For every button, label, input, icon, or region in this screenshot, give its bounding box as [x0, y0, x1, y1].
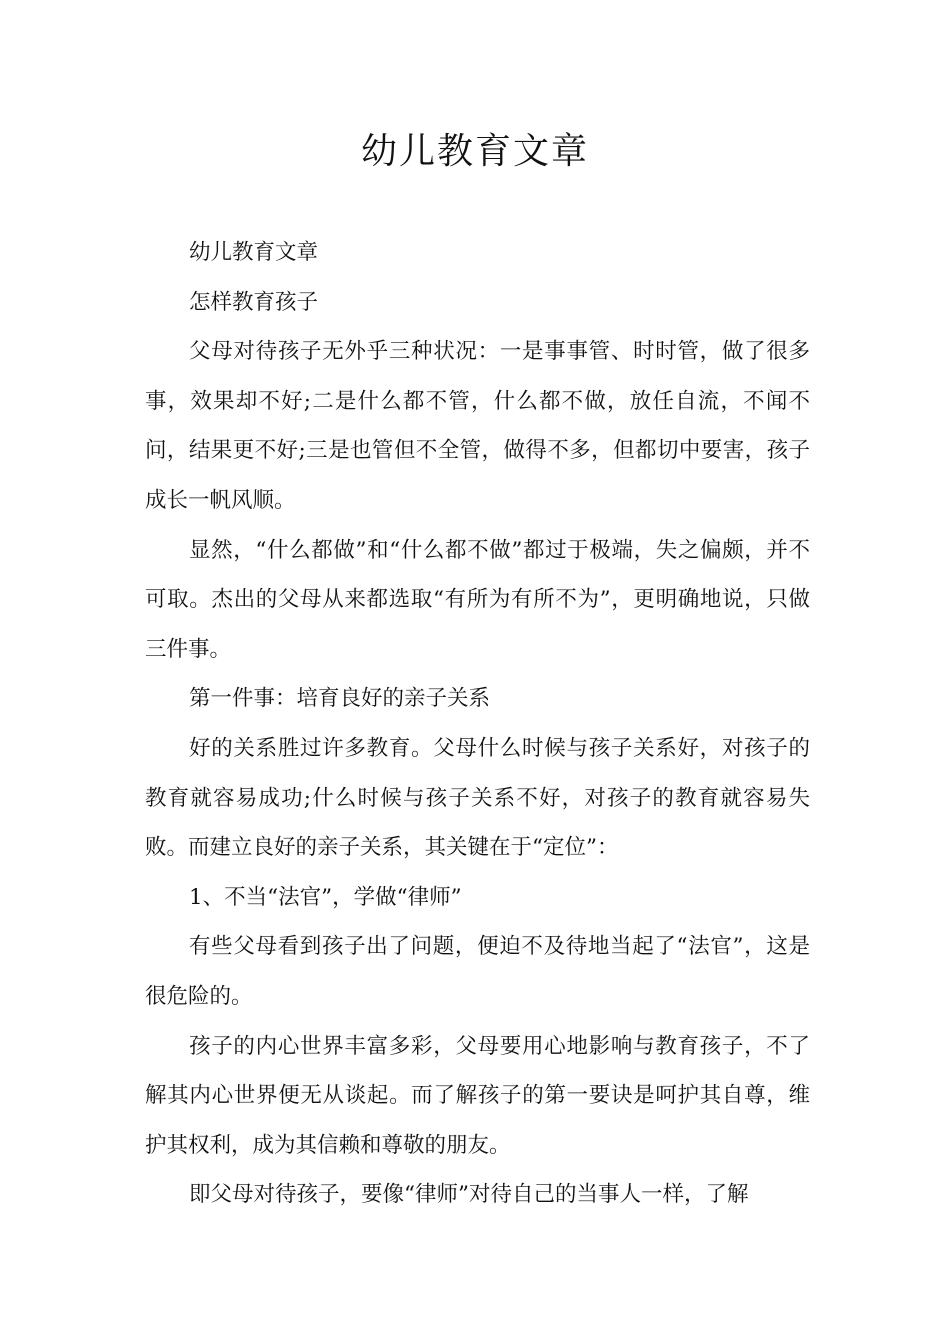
document-title: 幼儿教育文章 [360, 131, 589, 172]
paragraph: 幼儿教育文章 [189, 240, 319, 265]
paragraph: 有些父母看到孩子出了问题，便迫不及待地当起了“法官”，这是很危险的。 [145, 934, 810, 1009]
section-heading: 第一件事：培育良好的亲子关系 [189, 686, 491, 712]
paragraph: 父母对待孩子无外乎三种状况：一是事事管、时时管，做了很多事，效果却不好;二是什么都不管，什么都不做，放任自流，不闻不问，结果更不好;三是也管但不全管，做得不多，但都切中要害，孩子成长一帆风顺。 [145, 339, 810, 513]
paragraph: 孩子的内心世界丰富多彩，父母要用心地影响与教育孩子，不了解其内心世界便无从谈起。而了解孩子的第一要诀是呵护其自尊，维护其权利，成为其信赖和尊敬的朋友。 [145, 1033, 810, 1158]
document-body [145, 228, 810, 1220]
paragraph: 好的关系胜过许多教育。父母什么时候与孩子关系好，对孩子的教育就容易成功;什么时候与孩子关系不好，对孩子的教育就容易失败。而建立良好的亲子关系，其关键在于“定位”： [145, 735, 810, 861]
subsection-heading: 1、不当“法官”，学做“律师” [189, 884, 462, 910]
paragraph: 显然，“什么都做”和“什么都不做”都过于极端，失之偏颇，并不可取。杰出的父母从来都选取“有所为有所不为”，更明确地说，只做三件事。 [145, 537, 810, 662]
paragraph: 即父母对待孩子，要像“律师”对待自己的当事人一样，了解 [189, 1182, 749, 1208]
paragraph: 怎样教育孩子 [189, 289, 319, 315]
